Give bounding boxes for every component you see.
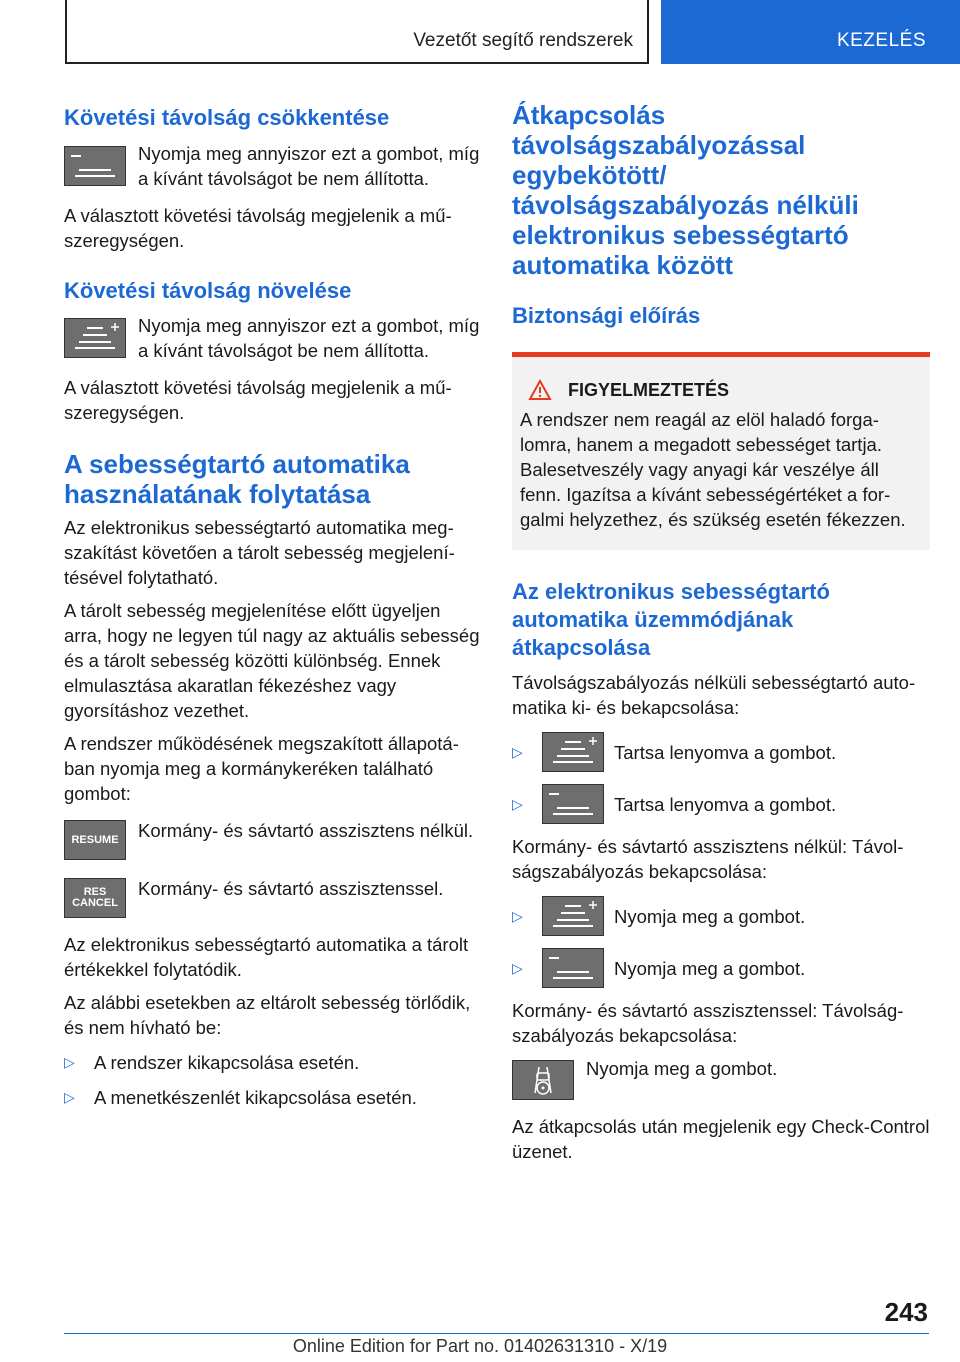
list-item: ▷ Nyomja meg a gombot. (512, 896, 930, 936)
tab-kezeles[interactable] (661, 0, 960, 64)
list-item: ▷ Nyomja meg a gombot. (512, 948, 930, 988)
decrease-distance-text: Nyomja meg annyiszor ezt a gombot, míg a kívánt távolságot be nem állította. (138, 143, 480, 189)
heading-mode-switch: Az elektronikus sebességtartó automatika üzemmódjának átkapcsolása (512, 579, 830, 660)
section-title: Vezetőt segítő rendszerek (413, 30, 633, 51)
triangle-bullet-icon: ▷ (64, 1054, 75, 1070)
heading-decrease-distance: Követési távolság csökkentése (64, 105, 390, 130)
res-cancel-button-icon: RES CANCEL (64, 878, 126, 918)
triangle-bullet-icon: ▷ (512, 959, 523, 976)
warning-box (512, 352, 930, 550)
page-number: 243 (884, 1297, 928, 1327)
distance-plus-button-icon (64, 318, 126, 358)
mode-switch-para-4: Az átkapcsolás után megjelenik egy Check-Control üzenet. (512, 1116, 930, 1162)
rescancel-button-row (64, 878, 482, 918)
list-item: ▷ Tartsa lenyomva a gombot. (512, 732, 930, 772)
decrease-distance-row (64, 143, 482, 191)
distance-minus-button-icon (542, 784, 604, 824)
footer-divider (64, 1333, 929, 1334)
heading-switch-modes: Átkapcsolás távolságszabályozással egybekötött/ távolságszabályozás nélküli elektronikus sebességtartó automatika között (512, 100, 859, 280)
warning-text: A rendszer nem reagál az elöl haladó forgalomra, hanem a megadott sebességet tartja. Balesetveszély vagy anyagi kár veszélye áll fenn. Igazítsa a kívánt sebességértéket a forgalmi helyzethez, és szükség esetén fékezzen. (520, 409, 906, 530)
edition-text: Online Edition for Part no. 01402631310 - X/19 (292, 1336, 668, 1356)
resume-para-4: Az elektronikus sebességtartó automatika a tárolt értékekkel folytatódik. (64, 934, 469, 980)
warning-triangle-icon (528, 379, 552, 401)
resume-button-row (64, 820, 482, 860)
mode-switch-para-2: Kormány- és sávtartó asszisztens nélkül: Távolságszabályozás bekapcsolása: (512, 836, 904, 882)
warning-title: FIGYELMEZTETÉS (568, 379, 730, 400)
warning-header (528, 379, 920, 401)
left-column (64, 100, 482, 1110)
triangle-bullet-icon: ▷ (64, 1089, 75, 1105)
resume-para-5: Az alábbi esetekben az eltárolt sebesség törlődik, és nem hívható be: (64, 992, 471, 1038)
heading-resume-cruise: A sebességtartó automatika használatának folytatása (64, 449, 410, 509)
list-item: ▷ A rendszer kikapcsolása esetén. (64, 1052, 360, 1073)
triangle-bullet-icon: ▷ (512, 795, 523, 812)
rescancel-button-text: Kormány- és sávtartó asszisztenssel. (138, 878, 444, 899)
distance-plus-button-icon (542, 896, 604, 936)
resume-para-1: Az elektronikus sebességtartó automatika megszakítást követően a tárolt sebesség megjelenítésével folytatható. (64, 517, 455, 588)
heading-increase-distance: Követési távolság növelése (64, 278, 352, 303)
resume-para-3: A rendszer működésének megszakított állapotában nyomja meg a kormánykeréken található gombot: (64, 733, 459, 804)
decrease-distance-para: A választott követési távolság megjelenik a műszeregységen. (64, 205, 452, 251)
right-column (512, 100, 930, 1164)
increase-distance-row (64, 315, 482, 363)
distance-plus-button-icon (542, 732, 604, 772)
distance-minus-button-icon (542, 948, 604, 988)
list-item: ▷ Tartsa lenyomva a gombot. (512, 784, 930, 824)
resume-para-2: A tárolt sebesség megjelenítése előtt ügyeljen arra, hogy ne legyen túl nagy az aktuális sebesség és a tárolt sebesség közötti különbség. Ennek elmulasztása akaratlan fékezéshez vagy gyorsításhoz vezethet. (64, 600, 480, 721)
header-frame (65, 0, 649, 64)
heading-safety: Biztonsági előírás (512, 303, 701, 328)
assistant-button-row (512, 1060, 930, 1100)
steering-lane-assist-button-icon (512, 1060, 574, 1100)
increase-distance-para: A választott követési távolság megjelenik a műszeregységen. (64, 377, 452, 423)
distance-minus-button-icon (64, 146, 126, 186)
list-item: ▷ A menetkészenlét kikapcsolása esetén. (64, 1087, 417, 1108)
triangle-bullet-icon: ▷ (512, 907, 523, 924)
tab-label: KEZELÉS (836, 30, 926, 51)
mode-switch-para-3: Kormány- és sávtartó asszisztenssel: Távolságszabályozás bekapcsolása: (512, 1000, 904, 1046)
triangle-bullet-icon: ▷ (512, 743, 523, 760)
assistant-button-text: Nyomja meg a gombot. (586, 1058, 778, 1079)
resume-button-icon: RESUME (64, 820, 126, 860)
resume-button-text: Kormány- és sávtartó asszisztens nélkül. (138, 820, 474, 841)
increase-distance-text: Nyomja meg annyiszor ezt a gombot, míg a kívánt távolságot be nem állította. (138, 315, 480, 361)
mode-switch-para-1: Távolságszabályozás nélküli sebességtartó automatika ki- és bekapcsolása: (512, 672, 916, 718)
